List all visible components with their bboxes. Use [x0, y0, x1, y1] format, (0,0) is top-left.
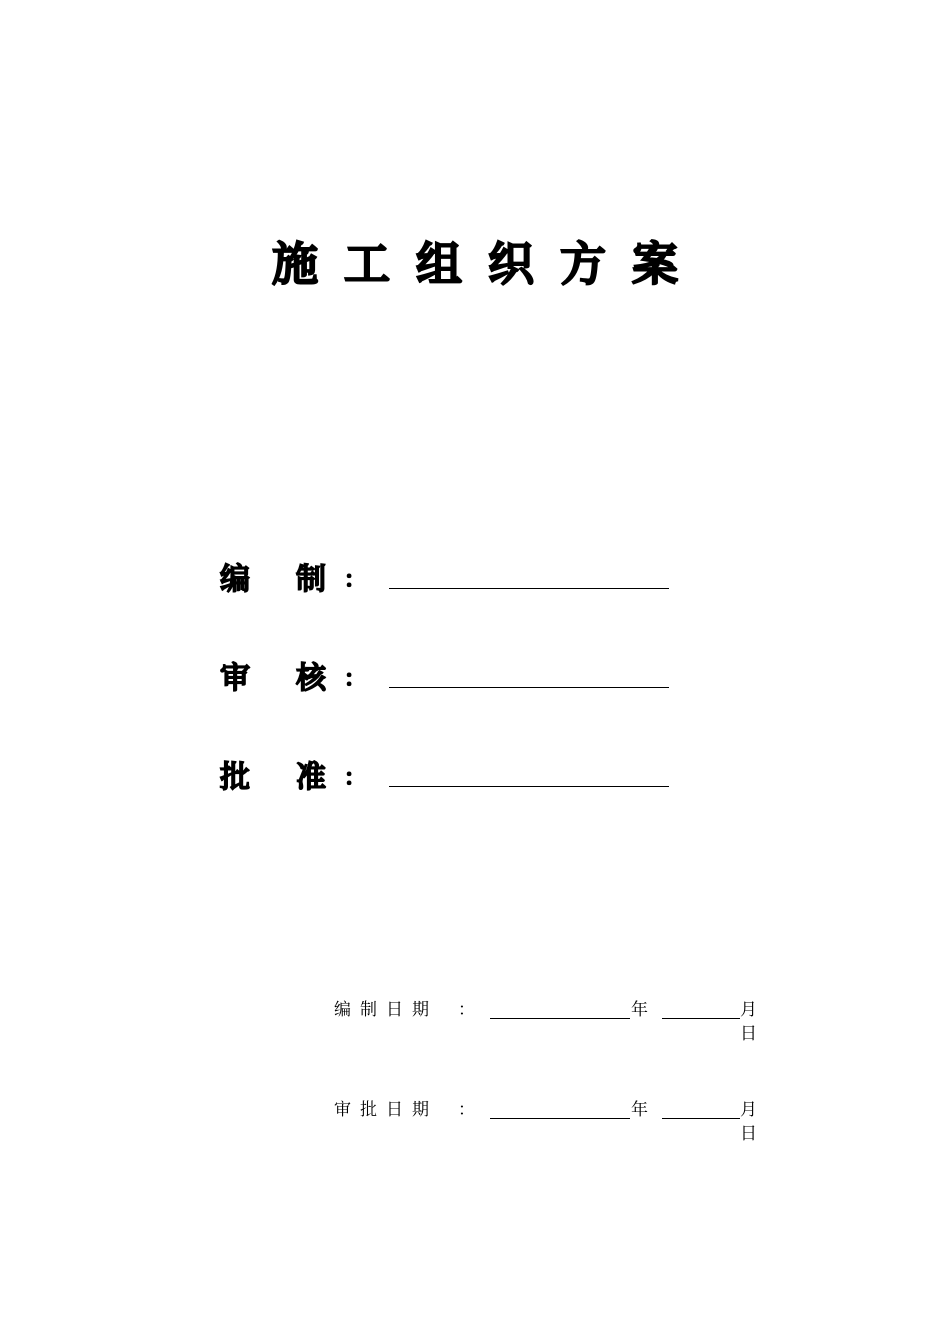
- month-unit: 月: [740, 1100, 757, 1120]
- month-blank-line[interactable]: [662, 1118, 740, 1119]
- date-label: 审批日期: [334, 1100, 438, 1120]
- signature-blank-line[interactable]: [389, 687, 669, 688]
- date-row-approve: [334, 1099, 774, 1159]
- signature-label-char: 核: [296, 661, 326, 696]
- signature-row-approve: [220, 758, 680, 802]
- date-colon: ：: [458, 1100, 475, 1120]
- signature-colon: ：: [344, 567, 367, 593]
- date-row-compile: [334, 999, 774, 1059]
- date-label: 编制日期: [334, 1000, 438, 1020]
- year-blank-line[interactable]: [490, 1018, 630, 1019]
- signature-label-char: 编: [220, 562, 250, 597]
- day-unit: 日: [740, 1124, 757, 1144]
- signature-blank-line[interactable]: [389, 588, 669, 589]
- year-unit: 年: [631, 1000, 648, 1020]
- year-unit: 年: [631, 1100, 648, 1120]
- month-unit: 月: [740, 1000, 757, 1020]
- day-unit: 日: [740, 1024, 757, 1044]
- document-title: 施工组织方案: [272, 237, 704, 291]
- signature-colon: ：: [344, 765, 367, 791]
- signature-row-review: [220, 659, 680, 703]
- signature-label-char: 批: [220, 760, 250, 795]
- signature-colon: ：: [344, 666, 367, 692]
- year-blank-line[interactable]: [490, 1118, 630, 1119]
- signature-blank-line[interactable]: [389, 786, 669, 787]
- signature-row-compile: [220, 560, 680, 604]
- month-blank-line[interactable]: [662, 1018, 740, 1019]
- signature-label-char: 准: [296, 760, 326, 795]
- date-colon: ：: [458, 1000, 475, 1020]
- signature-label-char: 制: [296, 562, 326, 597]
- signature-label-char: 审: [220, 661, 250, 696]
